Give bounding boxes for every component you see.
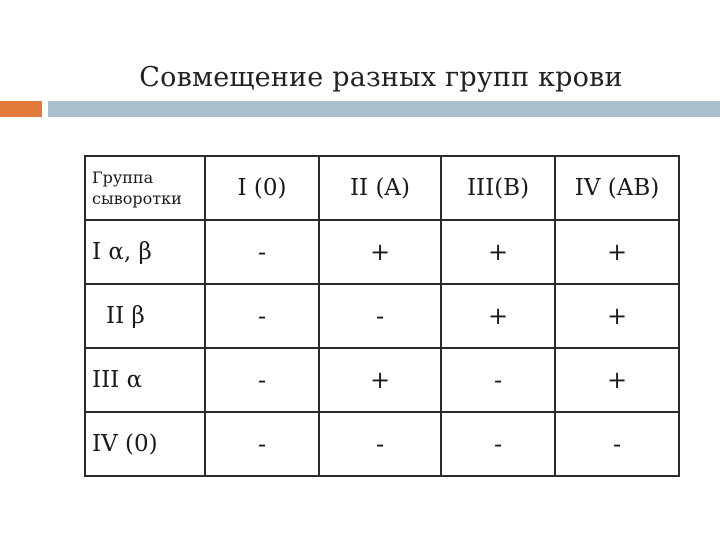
table-cell: - — [205, 284, 319, 348]
table-cell: - — [205, 220, 319, 284]
corner-header — [85, 156, 205, 220]
table-cell: - — [319, 412, 441, 476]
table-cell: + — [555, 348, 679, 412]
table-header-row — [85, 156, 679, 220]
table-cell: + — [319, 348, 441, 412]
row-header: IV (0) — [85, 412, 205, 476]
table-row — [85, 220, 679, 284]
accent-bar-blue — [48, 101, 720, 117]
accent-bar-orange — [0, 101, 42, 117]
corner-label-line1: Группа — [92, 168, 154, 187]
table-cell: - — [441, 348, 555, 412]
table-cell: + — [555, 284, 679, 348]
table-cell: + — [555, 220, 679, 284]
table-row — [85, 412, 679, 476]
compatibility-table — [84, 155, 680, 477]
table-row — [85, 284, 679, 348]
row-header: I α, β — [85, 220, 205, 284]
table-cell: - — [555, 412, 679, 476]
table-cell: - — [205, 412, 319, 476]
table-cell: - — [205, 348, 319, 412]
corner-label-line2: сыворотки — [92, 189, 182, 208]
table-cell: + — [441, 220, 555, 284]
row-header: III α — [85, 348, 205, 412]
table-cell: + — [441, 284, 555, 348]
table-cell: + — [319, 220, 441, 284]
row-header: II β — [85, 284, 205, 348]
table-row — [85, 348, 679, 412]
column-header: IV (AB) — [555, 156, 679, 220]
slide-title: Совмещение разных групп крови — [139, 62, 623, 93]
table-cell: - — [441, 412, 555, 476]
column-header: II (A) — [319, 156, 441, 220]
column-header: I (0) — [205, 156, 319, 220]
column-header: III(B) — [441, 156, 555, 220]
table-cell: - — [319, 284, 441, 348]
